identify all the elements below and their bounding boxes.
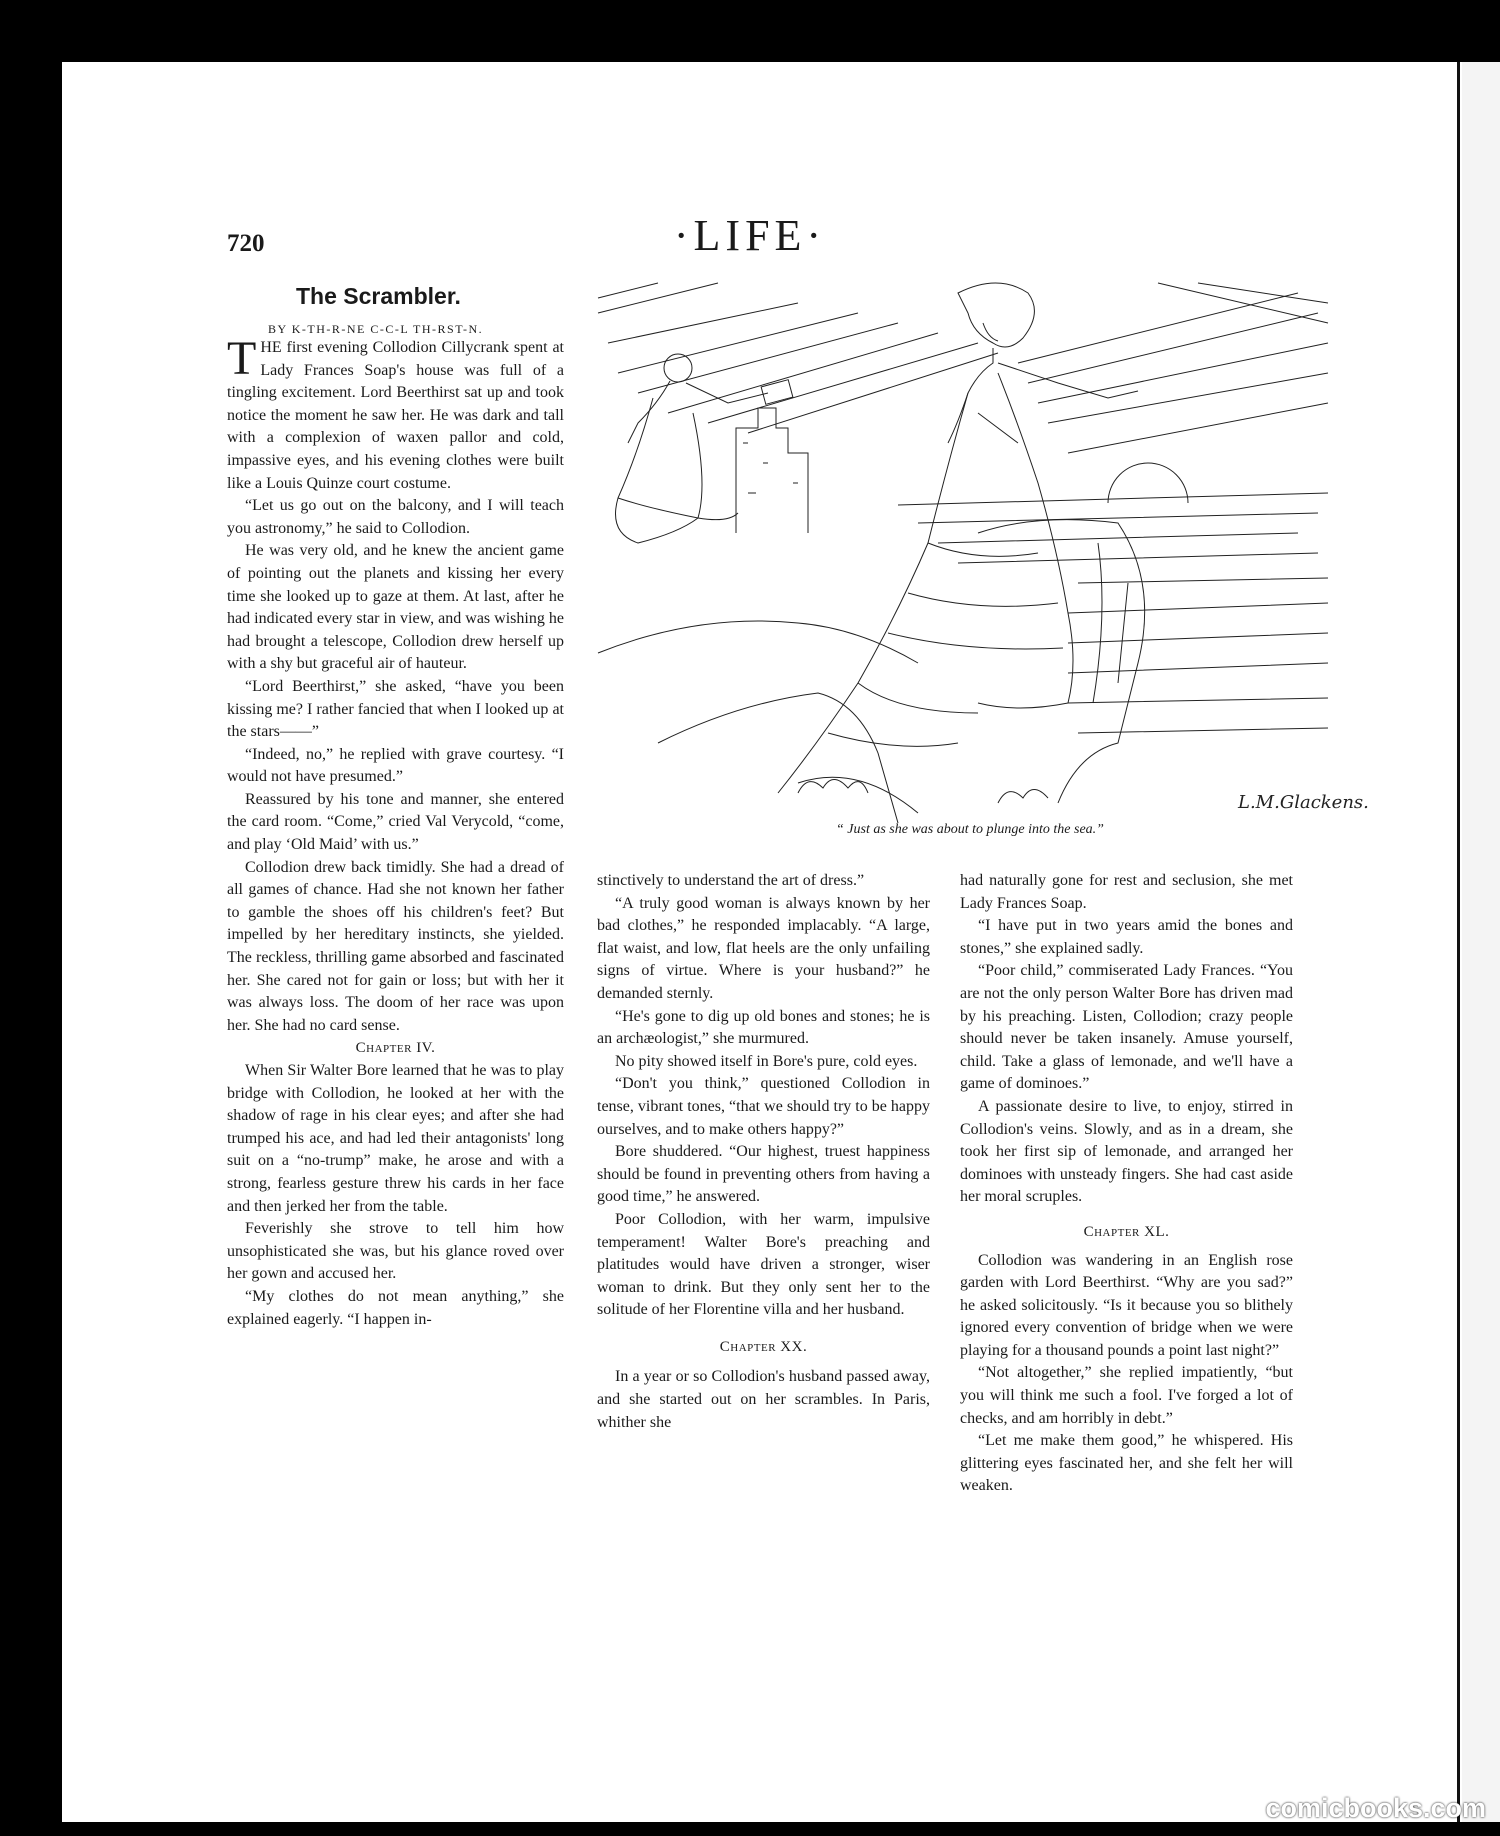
paragraph: Bore shuddered. “Our highest, truest happiness should be found in preventing others from having a good time,” he answered.	[597, 1143, 930, 1206]
cartoon-illustration	[598, 283, 1369, 823]
artist-signature: L.M.Glackens.	[1238, 792, 1369, 813]
paragraph: “Indeed, no,” he replied with grave courtesy. “I would not have presumed.”	[227, 745, 564, 786]
masthead-title: ·LIFE·	[673, 211, 827, 260]
paragraph: Reassured by his tone and manner, she entered the card room. “Come,” cried Val Verycold, “come, and play ‘Old Maid’ with us.”	[227, 790, 564, 854]
paragraph: He was very old, and he knew the ancient game of pointing out the planets and kissing her every time she looked up to gaze at them. At last, after he had indicated every star in view, and was wishing he had brought a telescope, Collodion drew herself up with a shy but graceful air of hauteur.	[227, 542, 564, 673]
paragraph: “My clothes do not mean anything,” she explained eagerly. “I happen in-	[227, 1287, 564, 1328]
article-title: The Scrambler.	[296, 283, 461, 309]
paragraph: “A truly good woman is always known by her bad clothes,” he responded implacably. “A large, flat waist, and low, flat heels are the only unfailing signs of virtue. Where is your husband?” he demanded sternly.	[597, 894, 930, 1002]
paragraph: “He's gone to dig up old bones and stones; he is an archæologist,” she murmured.	[597, 1007, 930, 1048]
paragraph: “Poor child,” commiserated Lady Frances. “You are not the only person Walter Bore has driven mad by his preaching. Listen, Collodion; crazy people should never be taken insanely. Amuse yourself, child. Take a glass of lemonade, and we'll have a game of dominoes.”	[960, 962, 1293, 1093]
chapter-heading: Chapter XL.	[1083, 1223, 1170, 1240]
paragraph: “Let me make them good,” he whispered. His glittering eyes fascinated her, and she felt her will weaken.	[960, 1432, 1293, 1495]
chapter-heading: Chapter XX.	[719, 1338, 808, 1355]
paragraph: Collodion was wandering in an English rose garden with Lord Beerthirst. “Why are you sad?” he asked solicitously. “Is it because you so blithely ignored every convention of bridge when we were playing for a thousand pounds a point last night?”	[960, 1251, 1293, 1359]
paragraph: A passionate desire to live, to enjoy, stirred in Collodion's veins. Slowly, and as in a dream, she took her first sip of lemonade, and arranged her dominoes with unsteady fingers. She had cast aside her moral scruples.	[960, 1097, 1293, 1206]
paragraph: “I have put in two years amid the bones and stones,” she explained sadly.	[960, 917, 1293, 957]
paragraph: When Sir Walter Bore learned that he was to play bridge with Collodion, he looked at her with the shadow of rage in his clear eyes; and after she had trumped his ace, and had led their antagonists' long suit on a “no-trump” make, he arose and with a strong, fearless gesture threw his cards in her face and then jerked her from the table.	[227, 1062, 564, 1215]
paragraph: No pity showed itself in Bore's pure, cold eyes.	[615, 1052, 918, 1070]
paragraph: In a year or so Collodion's husband passed away, and she started out on her scrambles. In Paris, whither she	[597, 1368, 930, 1431]
facing-page-edge	[1462, 62, 1500, 1822]
chapter-heading: Chapter IV.	[355, 1040, 436, 1057]
paragraph: “Lord Beerthirst,” she asked, “have you been kissing me? I rather fancied that when I looked up at the stars——”	[227, 677, 564, 741]
paragraph: Poor Collodion, with her warm, impulsive temperament! Walter Bore's preaching and platitudes would have driven a stronger, wiser woman to drink. But they only sent her to the solitude of her Florentine villa and her husband.	[597, 1210, 930, 1319]
cartoon-drawing	[598, 283, 1369, 823]
illustration-caption: “ Just as she was about to plunge into the sea.”	[836, 822, 1104, 837]
page-number: 720	[227, 230, 265, 257]
site-watermark: comicbooks.com	[1265, 1793, 1486, 1823]
text-column-3	[960, 870, 1293, 1498]
text-column-1	[227, 332, 564, 1331]
paragraph: “Don't you think,” questioned Collodion in tense, vibrant tones, “that we should try to be happy ourselves, and to make others happy?”	[597, 1075, 930, 1138]
paragraph: THE first evening Collodion Cillycrank spent at Lady Frances Soap's house was full of a tingling excitement. Lord Beerthirst sat up and took notice the moment he saw her. He was dark and tall with a complexion of waxen pallor and cold, impassive eyes, and his evening clothes were built like a Louis Quinze court costume.	[227, 332, 564, 492]
paragraph: had naturally gone for rest and seclusion, she met Lady Frances Soap.	[960, 872, 1293, 912]
paragraph: stinctively to understand the art of dress.”	[597, 872, 865, 889]
paragraph: “Not altogether,” she replied impatiently, “but you will think me such a fool. I've forged a lot of checks, and am horribly in debt.”	[960, 1364, 1293, 1427]
paragraph: Feverishly she strove to tell him how unsophisticated she was, but his glance roved over her gown and accused her.	[227, 1220, 564, 1283]
binding-gap	[1457, 62, 1460, 1822]
paragraph: Collodion drew back timidly. She had a dread of all games of chance. Had she not known her father to gamble the shoes off his children's feet? But impelled by her hereditary instincts, she yielded. The reckless, thrilling game absorbed and fascinated her. She cared not for gain or loss; but with her it was always loss. The doom of her race was upon her. She had no card sense.	[227, 858, 564, 1034]
article-byline: BY K-TH-R-NE C-C-L TH-RST-N.	[268, 322, 484, 336]
text-column-2	[597, 870, 930, 1434]
paragraph: “Let us go out on the balcony, and I will teach you astronomy,” he said to Collodion.	[227, 497, 564, 537]
